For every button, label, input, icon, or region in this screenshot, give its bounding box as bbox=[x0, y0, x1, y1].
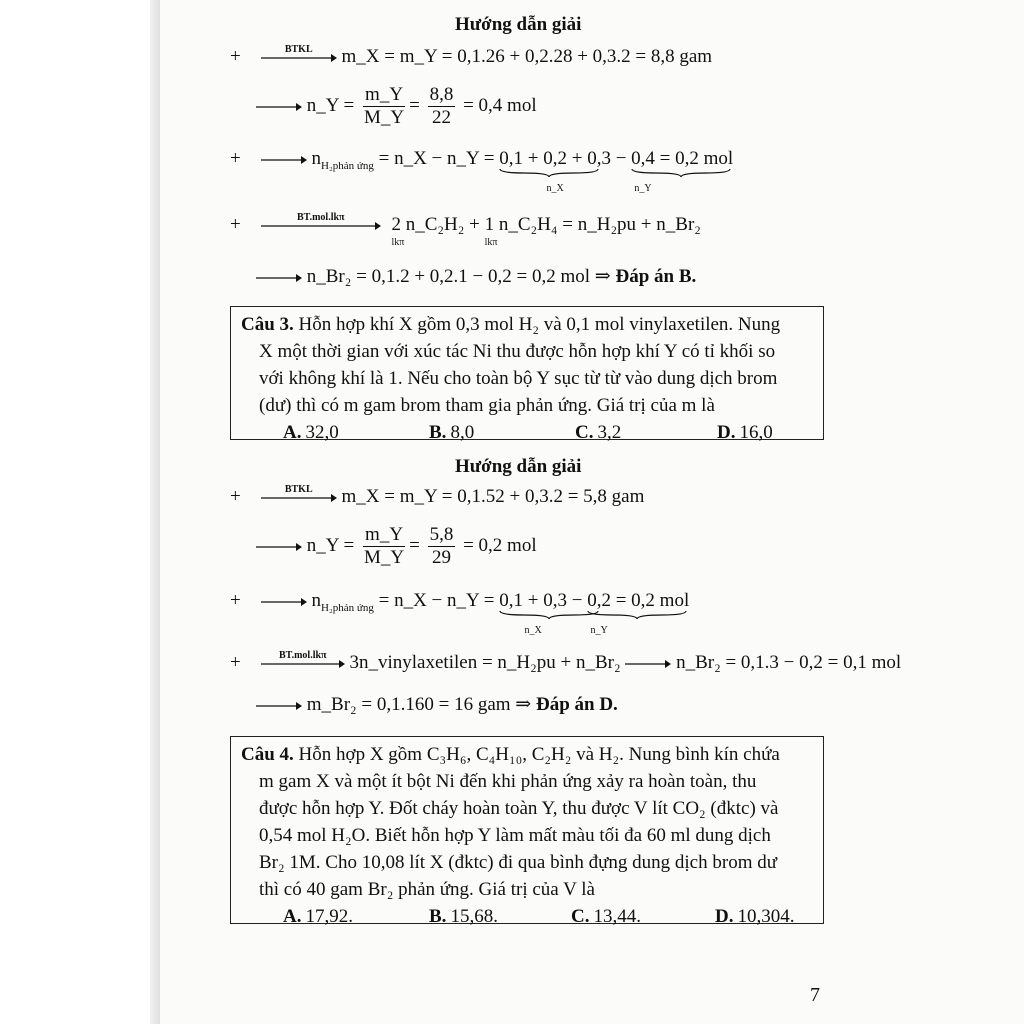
option-a: A. 17,92. bbox=[283, 906, 353, 927]
sol2-line-5: n_Br₂ = 0,1.2 + 0,2.1 − 0,2 = 0,2 mol ⇒ Đáp án B. bbox=[256, 266, 696, 288]
question-4-box: Câu 4. Hỗn hợp X gồm C₃H₆, C₄H₁₀, C₂H₂ và H₂. Nung bình kín chứa m gam X và một ít bột Ni đến khi phản ứng xảy ra hoàn toàn, thu được hỗn hợp Y. Đốt cháy hoàn toàn Y, thu được V lít CO₂ (đktc) và 0,54 mol H₂O. Biết hỗn hợp Y làm mất màu tối đa 60 ml dung dịch Br₂ 1M. Cho 10,08 lít X (đktc) đi qua bình đựng dung dịch brom dư thì có 40 gam Br₂ phản ứng. Giá trị của V là A. 17,92. B. 15,68. C. 13,44. D. 10,304. bbox=[230, 736, 824, 924]
option-b: B. 15,68. bbox=[429, 906, 498, 927]
arrow-btmol-icon: BT.mol.lkπ bbox=[261, 221, 381, 231]
arrow-btkl-icon: BTKL bbox=[261, 53, 337, 63]
sol2-ny-result: = 0,4 mol bbox=[463, 95, 537, 116]
question-3-options bbox=[241, 419, 813, 446]
sol2-nh2-mid: = n_X − n_Y = bbox=[378, 148, 495, 169]
sol2-line-1 bbox=[230, 43, 713, 68]
arrow-icon bbox=[625, 659, 671, 669]
fraction-my-My: $\frac{m\_Y}{M\_Y}$ bbox=[363, 84, 405, 129]
option-d: D. 10,304. bbox=[715, 906, 795, 927]
arrow-icon bbox=[256, 273, 302, 283]
sol3-line-4: + BT.mol.lkπ 3n_vinylaxetilen = n_H₂pu + n_Br₂ n_Br₂ = 0,1.3 − 0,2 = 0,1 mol bbox=[230, 649, 902, 673]
answer-d: Đáp án D. bbox=[535, 694, 618, 715]
arrow-btmol-icon: BT.mol.lkπ bbox=[261, 659, 345, 669]
brace-nx: 0,1 + 0,2 + 0,3 n_X bbox=[499, 148, 611, 194]
coef-lkpi-2: 1 lkπ bbox=[484, 214, 498, 248]
answer-b: Đáp án B. bbox=[615, 266, 697, 287]
option-b: B. 8,0 bbox=[429, 422, 475, 443]
question-3-box: Câu 3. Hỗn hợp khí X gồm 0,3 mol H₂ và 0,1 mol vinylaxetilen. Nung X một thời gian với xúc tác Ni thu được hỗn hợp khí Y có tỉ khối so với không khí là 1. Nếu cho toàn bộ Y sục từ từ vào dung dịch brom (dư) thì có m gam brom tham gia phản ứng. Giá trị của m là A. 32,0 B. 8,0 C. 3,2 D. 16,0 bbox=[230, 306, 824, 440]
arrow-icon bbox=[256, 701, 302, 711]
page-number: 7 bbox=[810, 984, 820, 1006]
fraction-my-My: $\frac{m\_Y}{M\_Y}$ bbox=[363, 524, 405, 569]
brace-ny: 0,2 n_Y bbox=[587, 590, 611, 612]
brace-ny: 0,4 n_Y bbox=[631, 148, 655, 170]
arrow-icon bbox=[261, 597, 307, 607]
sol3-line-1: + BTKL m_X = m_Y = 0,1.52 + 0,3.2 = 5,8 gam bbox=[230, 483, 645, 507]
arrow-icon bbox=[256, 542, 302, 552]
arrow-btkl-icon: BTKL bbox=[261, 493, 337, 503]
fraction-value: $\frac{5,8}{29}$ bbox=[429, 524, 454, 569]
sol2-line-2: n_Y = $\frac{m\_Y}{M\_Y}$ = $\frac{8,8}{22}$ = 0,4 mol bbox=[256, 84, 537, 129]
question-4-label: Câu 4. bbox=[241, 744, 294, 765]
sol3-line-2: n_Y = $\frac{m\_Y}{M\_Y}$ = $\frac{5,8}{29}$ = 0,2 mol bbox=[256, 524, 537, 569]
question-3-label: Câu 3. bbox=[241, 314, 294, 335]
option-d: D. 16,0 bbox=[717, 422, 773, 443]
brace-nx: 0,1 + 0,3 n_X bbox=[499, 590, 567, 612]
coef-lkpi-1: 2 lkπ bbox=[391, 214, 405, 248]
sol2-line-3: + $n_{H_2phản ứng}$ = n_X − n_Y = 0,1 + 0,2 + 0,3 n_X − 0,4 n_Y = 0,2 mol bbox=[230, 148, 734, 194]
fraction-value: $\frac{8,8}{22}$ bbox=[429, 84, 454, 129]
arrow-icon bbox=[256, 102, 302, 112]
sol3-line-5: m_Br₂ = 0,1.160 = 16 gam ⇒ Đáp án D. bbox=[256, 694, 618, 716]
plus-bullet: + bbox=[230, 46, 241, 67]
option-c: C. 3,2 bbox=[575, 422, 622, 443]
solution-heading-2: Hướng dẫn giải bbox=[455, 456, 582, 477]
sol2-mass-equation: m_X = m_Y = 0,1.26 + 0,2.28 + 0,3.2 = 8,8 gam bbox=[341, 46, 713, 67]
sol3-line-3: + $n_{H_2phản ứng}$ = n_X − n_Y = 0,1 + 0,3 n_X − 0,2 n_Y = 0,2 mol bbox=[230, 590, 690, 636]
question-4-options bbox=[241, 903, 813, 930]
arrow-icon bbox=[261, 155, 307, 165]
solution-heading-1: Hướng dẫn giải bbox=[455, 14, 582, 35]
option-c: C. 13,44. bbox=[571, 906, 641, 927]
sol2-line-4: + BT.mol.lkπ 2 lkπ n_C₂H₂ + 1 lkπ n_C₂H₄ = n_H₂pu + n_Br₂ bbox=[230, 211, 701, 248]
sol2-ny-lhs: n_Y = bbox=[306, 95, 355, 116]
option-a: A. 32,0 bbox=[283, 422, 339, 443]
